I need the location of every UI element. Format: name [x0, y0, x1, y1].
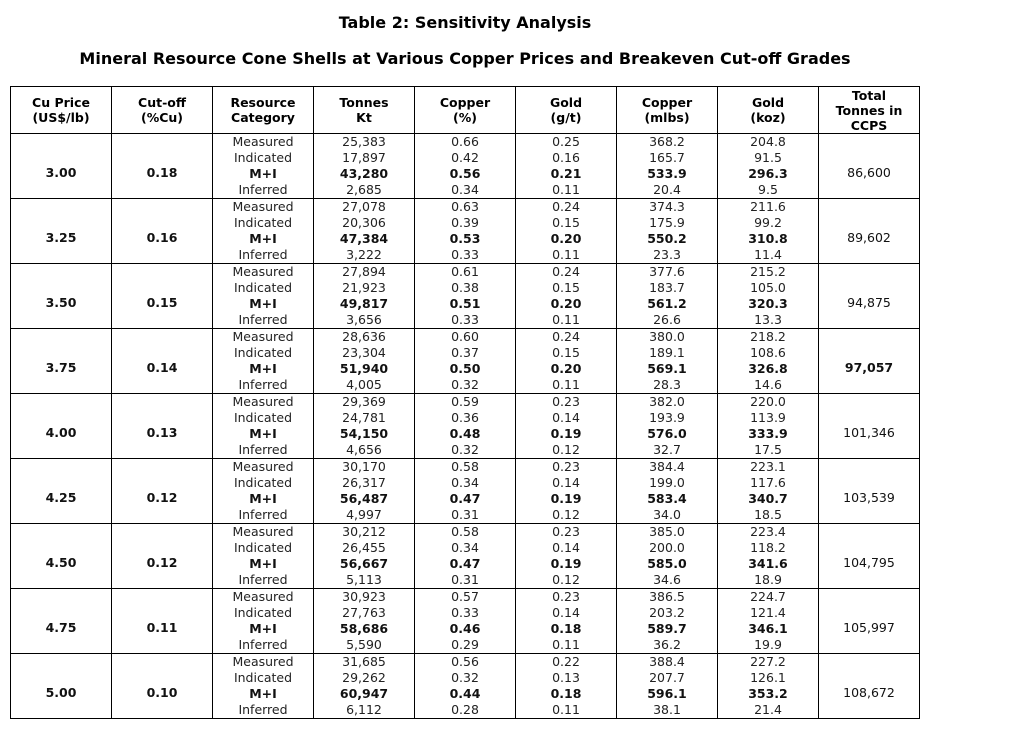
category-cell: Inferred [213, 247, 314, 264]
tonnes-cell: 54,150 [314, 426, 415, 442]
copper-mlbs-cell: 569.1 [617, 361, 718, 377]
gold-gt-cell: 0.16 [516, 150, 617, 166]
gold-gt-cell: 0.21 [516, 166, 617, 182]
gold-koz-cell: 223.4 [718, 524, 819, 541]
tonnes-cell: 17,897 [314, 150, 415, 166]
total-tonnes-cell: 103,539 [819, 459, 920, 524]
tonnes-cell: 58,686 [314, 621, 415, 637]
copper-pct-cell: 0.58 [415, 524, 516, 541]
table-row [11, 134, 920, 151]
gold-gt-cell: 0.23 [516, 459, 617, 476]
total-tonnes-cell: 97,057 [819, 329, 920, 394]
cutoff-cell: 0.18 [112, 134, 213, 199]
cu-price-cell: 5.00 [11, 654, 112, 719]
copper-pct-cell: 0.34 [415, 540, 516, 556]
copper-pct-cell: 0.60 [415, 329, 516, 346]
cutoff-cell: 0.12 [112, 524, 213, 589]
copper-mlbs-cell: 585.0 [617, 556, 718, 572]
gold-gt-cell: 0.14 [516, 605, 617, 621]
document-subtitle: Mineral Resource Cone Shells at Various Copper Prices and Breakeven Cut-off Grades [79, 49, 851, 68]
tonnes-cell: 27,894 [314, 264, 415, 281]
gold-koz-cell: 341.6 [718, 556, 819, 572]
copper-pct-cell: 0.33 [415, 247, 516, 264]
copper-pct-cell: 0.66 [415, 134, 516, 151]
gold-gt-cell: 0.19 [516, 491, 617, 507]
header-text: (mlbs) [644, 110, 690, 125]
category-cell: Measured [213, 394, 314, 411]
cutoff-cell: 0.10 [112, 654, 213, 719]
total-tonnes-cell: 104,795 [819, 524, 920, 589]
header-gold-koz [718, 87, 819, 134]
tonnes-cell: 4,997 [314, 507, 415, 524]
copper-mlbs-cell: 36.2 [617, 637, 718, 654]
category-cell: Inferred [213, 312, 314, 329]
gold-koz-cell: 211.6 [718, 199, 819, 216]
header-resource-category [213, 87, 314, 134]
cu-price-cell: 4.25 [11, 459, 112, 524]
cutoff-cell: 0.11 [112, 589, 213, 654]
table-row [11, 524, 920, 541]
gold-koz-cell: 223.1 [718, 459, 819, 476]
copper-pct-cell: 0.56 [415, 166, 516, 182]
gold-koz-cell: 91.5 [718, 150, 819, 166]
cu-price-cell: 3.75 [11, 329, 112, 394]
category-cell: Indicated [213, 540, 314, 556]
header-text: Category [231, 110, 295, 125]
tonnes-cell: 3,656 [314, 312, 415, 329]
gold-gt-cell: 0.12 [516, 572, 617, 589]
copper-pct-cell: 0.42 [415, 150, 516, 166]
copper-mlbs-cell: 38.1 [617, 702, 718, 719]
gold-koz-cell: 126.1 [718, 670, 819, 686]
gold-gt-cell: 0.24 [516, 329, 617, 346]
gold-koz-cell: 340.7 [718, 491, 819, 507]
copper-pct-cell: 0.33 [415, 605, 516, 621]
header-text: Copper [439, 95, 491, 110]
copper-mlbs-cell: 388.4 [617, 654, 718, 671]
gold-gt-cell: 0.13 [516, 670, 617, 686]
cu-price-cell: 4.50 [11, 524, 112, 589]
gold-koz-cell: 11.4 [718, 247, 819, 264]
cutoff-cell: 0.16 [112, 199, 213, 264]
gold-gt-cell: 0.20 [516, 296, 617, 312]
copper-mlbs-cell: 382.0 [617, 394, 718, 411]
category-cell: M+I [213, 556, 314, 572]
header-total-tonnes [819, 87, 920, 134]
sensitivity-table [10, 86, 920, 719]
cutoff-cell: 0.14 [112, 329, 213, 394]
copper-mlbs-cell: 386.5 [617, 589, 718, 606]
category-cell: Indicated [213, 670, 314, 686]
gold-gt-cell: 0.11 [516, 312, 617, 329]
tonnes-cell: 26,455 [314, 540, 415, 556]
gold-gt-cell: 0.11 [516, 377, 617, 394]
gold-koz-cell: 224.7 [718, 589, 819, 606]
category-cell: Measured [213, 654, 314, 671]
tonnes-cell: 20,306 [314, 215, 415, 231]
header-text: Kt [356, 110, 372, 125]
header-text: Cu Price [32, 95, 90, 110]
tonnes-cell: 27,763 [314, 605, 415, 621]
gold-gt-cell: 0.25 [516, 134, 617, 151]
gold-koz-cell: 9.5 [718, 182, 819, 199]
header-text: Copper [641, 95, 693, 110]
gold-koz-cell: 333.9 [718, 426, 819, 442]
tonnes-cell: 5,590 [314, 637, 415, 654]
copper-mlbs-cell: 583.4 [617, 491, 718, 507]
cutoff-cell: 0.13 [112, 394, 213, 459]
copper-pct-cell: 0.39 [415, 215, 516, 231]
copper-pct-cell: 0.63 [415, 199, 516, 216]
header-text: Gold [549, 95, 583, 110]
category-cell: M+I [213, 361, 314, 377]
gold-koz-cell: 296.3 [718, 166, 819, 182]
gold-gt-cell: 0.18 [516, 621, 617, 637]
gold-koz-cell: 310.8 [718, 231, 819, 247]
header-text: (koz) [750, 110, 786, 125]
copper-mlbs-cell: 32.7 [617, 442, 718, 459]
copper-mlbs-cell: 589.7 [617, 621, 718, 637]
copper-pct-cell: 0.58 [415, 459, 516, 476]
copper-mlbs-cell: 183.7 [617, 280, 718, 296]
copper-pct-cell: 0.53 [415, 231, 516, 247]
header-text: (g/t) [550, 110, 582, 125]
gold-koz-cell: 18.5 [718, 507, 819, 524]
gold-gt-cell: 0.23 [516, 589, 617, 606]
gold-koz-cell: 117.6 [718, 475, 819, 491]
category-cell: Inferred [213, 377, 314, 394]
table-row [11, 264, 920, 281]
gold-gt-cell: 0.14 [516, 410, 617, 426]
gold-gt-cell: 0.11 [516, 637, 617, 654]
copper-pct-cell: 0.31 [415, 572, 516, 589]
gold-koz-cell: 215.2 [718, 264, 819, 281]
tonnes-cell: 30,923 [314, 589, 415, 606]
tonnes-cell: 3,222 [314, 247, 415, 264]
category-cell: M+I [213, 621, 314, 637]
copper-mlbs-cell: 576.0 [617, 426, 718, 442]
copper-pct-cell: 0.61 [415, 264, 516, 281]
copper-mlbs-cell: 199.0 [617, 475, 718, 491]
copper-mlbs-cell: 175.9 [617, 215, 718, 231]
gold-koz-cell: 13.3 [718, 312, 819, 329]
copper-pct-cell: 0.50 [415, 361, 516, 377]
tonnes-cell: 2,685 [314, 182, 415, 199]
category-cell: M+I [213, 686, 314, 702]
total-tonnes-cell: 86,600 [819, 134, 920, 199]
header-cu-price [11, 87, 112, 134]
copper-pct-cell: 0.29 [415, 637, 516, 654]
copper-pct-cell: 0.47 [415, 491, 516, 507]
table-row [11, 329, 920, 346]
category-cell: M+I [213, 231, 314, 247]
cu-price-cell: 3.00 [11, 134, 112, 199]
tonnes-cell: 21,923 [314, 280, 415, 296]
copper-mlbs-cell: 34.6 [617, 572, 718, 589]
copper-pct-cell: 0.59 [415, 394, 516, 411]
copper-pct-cell: 0.32 [415, 670, 516, 686]
gold-gt-cell: 0.15 [516, 345, 617, 361]
gold-koz-cell: 18.9 [718, 572, 819, 589]
header-cutoff [112, 87, 213, 134]
gold-koz-cell: 326.8 [718, 361, 819, 377]
copper-mlbs-cell: 189.1 [617, 345, 718, 361]
tonnes-cell: 24,781 [314, 410, 415, 426]
copper-mlbs-cell: 23.3 [617, 247, 718, 264]
copper-pct-cell: 0.36 [415, 410, 516, 426]
gold-gt-cell: 0.11 [516, 702, 617, 719]
header-text: (%) [453, 110, 477, 125]
copper-mlbs-cell: 596.1 [617, 686, 718, 702]
header-text: Gold [751, 95, 785, 110]
gold-gt-cell: 0.24 [516, 199, 617, 216]
gold-gt-cell: 0.20 [516, 361, 617, 377]
copper-mlbs-cell: 533.9 [617, 166, 718, 182]
gold-gt-cell: 0.24 [516, 264, 617, 281]
header-text: CCPS [850, 117, 888, 133]
header-text: Total [851, 87, 887, 103]
gold-koz-cell: 21.4 [718, 702, 819, 719]
category-cell: Inferred [213, 637, 314, 654]
copper-pct-cell: 0.31 [415, 507, 516, 524]
total-tonnes-cell: 94,875 [819, 264, 920, 329]
header-gold-gt [516, 87, 617, 134]
copper-pct-cell: 0.38 [415, 280, 516, 296]
tonnes-cell: 4,656 [314, 442, 415, 459]
tonnes-cell: 31,685 [314, 654, 415, 671]
category-cell: Measured [213, 459, 314, 476]
tonnes-cell: 23,304 [314, 345, 415, 361]
gold-koz-cell: 118.2 [718, 540, 819, 556]
gold-gt-cell: 0.20 [516, 231, 617, 247]
copper-mlbs-cell: 384.4 [617, 459, 718, 476]
category-cell: Inferred [213, 572, 314, 589]
category-cell: Measured [213, 199, 314, 216]
gold-koz-cell: 227.2 [718, 654, 819, 671]
cu-price-cell: 3.50 [11, 264, 112, 329]
tonnes-cell: 29,369 [314, 394, 415, 411]
tonnes-cell: 56,667 [314, 556, 415, 572]
tonnes-cell: 56,487 [314, 491, 415, 507]
copper-mlbs-cell: 203.2 [617, 605, 718, 621]
copper-pct-cell: 0.32 [415, 377, 516, 394]
table-row [11, 394, 920, 411]
copper-mlbs-cell: 20.4 [617, 182, 718, 199]
gold-koz-cell: 99.2 [718, 215, 819, 231]
total-tonnes-cell: 108,672 [819, 654, 920, 719]
gold-gt-cell: 0.12 [516, 442, 617, 459]
tonnes-cell: 51,940 [314, 361, 415, 377]
tonnes-cell: 28,636 [314, 329, 415, 346]
copper-mlbs-cell: 377.6 [617, 264, 718, 281]
header-row [11, 87, 920, 134]
category-cell: Inferred [213, 702, 314, 719]
cu-price-cell: 4.00 [11, 394, 112, 459]
category-cell: Measured [213, 524, 314, 541]
gold-gt-cell: 0.23 [516, 524, 617, 541]
cu-price-cell: 4.75 [11, 589, 112, 654]
tonnes-cell: 47,384 [314, 231, 415, 247]
tonnes-cell: 27,078 [314, 199, 415, 216]
header-text: (US$/lb) [32, 110, 90, 125]
copper-mlbs-cell: 561.2 [617, 296, 718, 312]
category-cell: Indicated [213, 150, 314, 166]
gold-koz-cell: 121.4 [718, 605, 819, 621]
category-cell: Indicated [213, 605, 314, 621]
category-cell: M+I [213, 426, 314, 442]
header-text: Resource [230, 95, 296, 110]
gold-gt-cell: 0.19 [516, 556, 617, 572]
gold-gt-cell: 0.22 [516, 654, 617, 671]
gold-koz-cell: 19.9 [718, 637, 819, 654]
copper-pct-cell: 0.51 [415, 296, 516, 312]
gold-koz-cell: 320.3 [718, 296, 819, 312]
gold-koz-cell: 113.9 [718, 410, 819, 426]
category-cell: Measured [213, 329, 314, 346]
copper-mlbs-cell: 200.0 [617, 540, 718, 556]
tonnes-cell: 5,113 [314, 572, 415, 589]
category-cell: Measured [213, 264, 314, 281]
gold-gt-cell: 0.19 [516, 426, 617, 442]
cu-price-cell: 3.25 [11, 199, 112, 264]
gold-koz-cell: 14.6 [718, 377, 819, 394]
tonnes-cell: 30,170 [314, 459, 415, 476]
copper-mlbs-cell: 550.2 [617, 231, 718, 247]
header-copper-mlbs [617, 87, 718, 134]
category-cell: Measured [213, 589, 314, 606]
gold-koz-cell: 105.0 [718, 280, 819, 296]
copper-pct-cell: 0.44 [415, 686, 516, 702]
table-header [11, 87, 920, 134]
tonnes-cell: 25,383 [314, 134, 415, 151]
gold-gt-cell: 0.14 [516, 540, 617, 556]
gold-gt-cell: 0.14 [516, 475, 617, 491]
copper-mlbs-cell: 368.2 [617, 134, 718, 151]
category-cell: M+I [213, 166, 314, 182]
tonnes-cell: 4,005 [314, 377, 415, 394]
gold-koz-cell: 220.0 [718, 394, 819, 411]
category-cell: Indicated [213, 475, 314, 491]
header-copper-pct [415, 87, 516, 134]
gold-gt-cell: 0.15 [516, 215, 617, 231]
gold-koz-cell: 353.2 [718, 686, 819, 702]
category-cell: Indicated [213, 215, 314, 231]
gold-gt-cell: 0.11 [516, 247, 617, 264]
table-row [11, 199, 920, 216]
cutoff-cell: 0.12 [112, 459, 213, 524]
tonnes-cell: 30,212 [314, 524, 415, 541]
copper-mlbs-cell: 385.0 [617, 524, 718, 541]
gold-koz-cell: 218.2 [718, 329, 819, 346]
copper-pct-cell: 0.57 [415, 589, 516, 606]
copper-pct-cell: 0.34 [415, 475, 516, 491]
category-cell: Indicated [213, 280, 314, 296]
category-cell: Inferred [213, 182, 314, 199]
category-cell: Measured [213, 134, 314, 151]
gold-gt-cell: 0.18 [516, 686, 617, 702]
copper-mlbs-cell: 374.3 [617, 199, 718, 216]
copper-mlbs-cell: 380.0 [617, 329, 718, 346]
gold-gt-cell: 0.23 [516, 394, 617, 411]
copper-mlbs-cell: 165.7 [617, 150, 718, 166]
cutoff-cell: 0.15 [112, 264, 213, 329]
copper-pct-cell: 0.33 [415, 312, 516, 329]
gold-gt-cell: 0.11 [516, 182, 617, 199]
tonnes-cell: 60,947 [314, 686, 415, 702]
gold-koz-cell: 108.6 [718, 345, 819, 361]
document-title: Table 2: Sensitivity Analysis [338, 13, 592, 32]
copper-pct-cell: 0.48 [415, 426, 516, 442]
header-text: (%Cu) [140, 110, 184, 125]
gold-koz-cell: 204.8 [718, 134, 819, 151]
gold-koz-cell: 17.5 [718, 442, 819, 459]
copper-pct-cell: 0.46 [415, 621, 516, 637]
copper-pct-cell: 0.28 [415, 702, 516, 719]
total-tonnes-cell: 89,602 [819, 199, 920, 264]
copper-mlbs-cell: 28.3 [617, 377, 718, 394]
gold-koz-cell: 346.1 [718, 621, 819, 637]
tonnes-cell: 49,817 [314, 296, 415, 312]
category-cell: M+I [213, 491, 314, 507]
gold-gt-cell: 0.12 [516, 507, 617, 524]
header-text: Tonnes in [835, 102, 903, 118]
table-body [11, 134, 920, 719]
tonnes-cell: 26,317 [314, 475, 415, 491]
copper-pct-cell: 0.56 [415, 654, 516, 671]
category-cell: Inferred [213, 507, 314, 524]
table-row [11, 589, 920, 606]
category-cell: Indicated [213, 345, 314, 361]
total-tonnes-cell: 101,346 [819, 394, 920, 459]
copper-mlbs-cell: 26.6 [617, 312, 718, 329]
category-cell: Inferred [213, 442, 314, 459]
copper-pct-cell: 0.37 [415, 345, 516, 361]
category-cell: Indicated [213, 410, 314, 426]
header-text: Tonnes [339, 95, 389, 110]
header-text: Cut-off [138, 95, 186, 110]
total-tonnes-cell: 105,997 [819, 589, 920, 654]
header-tonnes [314, 87, 415, 134]
tonnes-cell: 6,112 [314, 702, 415, 719]
tonnes-cell: 29,262 [314, 670, 415, 686]
copper-mlbs-cell: 34.0 [617, 507, 718, 524]
table-row [11, 654, 920, 671]
copper-mlbs-cell: 193.9 [617, 410, 718, 426]
tonnes-cell: 43,280 [314, 166, 415, 182]
category-cell: M+I [213, 296, 314, 312]
table-row [11, 459, 920, 476]
copper-pct-cell: 0.47 [415, 556, 516, 572]
copper-mlbs-cell: 207.7 [617, 670, 718, 686]
copper-pct-cell: 0.34 [415, 182, 516, 199]
copper-pct-cell: 0.32 [415, 442, 516, 459]
gold-gt-cell: 0.15 [516, 280, 617, 296]
